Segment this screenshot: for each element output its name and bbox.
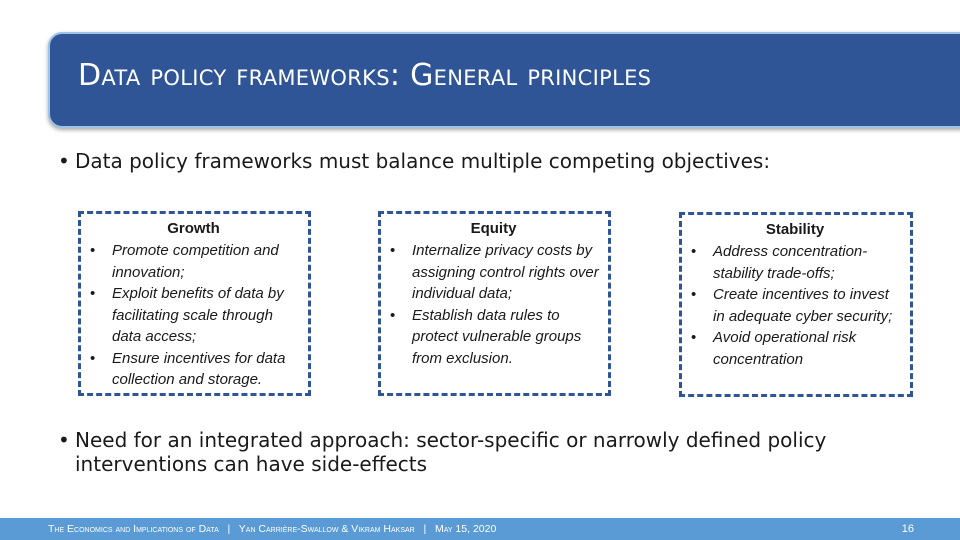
growth-box [78,211,311,396]
equity-list [387,240,600,369]
bullet-dot-icon: • [691,243,697,260]
bullet-dot-icon: • [58,428,70,452]
list-item: • Address concentration-stability trade-offs; [691,243,868,282]
bullet-dot-icon: • [58,149,70,173]
bullet-dot-icon: • [390,242,396,259]
footer-text: The Economics and Implications of Data | Yan Carrière-Swallow & Vikram Haksar | May 15, 2020 [48,523,497,535]
slide-title-banner [48,32,960,128]
stability-list [688,241,902,370]
bullet-dot-icon: • [691,286,697,303]
list-item: • Create incentives to invest in adequate cyber security; [691,286,893,325]
list-item: • Establish data rules to protect vulnerable groups from exclusion. [390,306,582,367]
bullet-dot-icon: • [90,242,96,259]
bullet-dot-icon: • [390,306,396,324]
list-item: • Promote competition and innovation; [90,242,279,281]
stability-heading: Stability [765,221,825,238]
list-item: • Exploit benefits of data by facilitating scale through data access; [90,285,284,345]
list-item: • Avoid operational risk concentration [691,329,857,368]
bullet-dot-icon: • [90,285,96,302]
main-bullet-text: Need for an integrated approach: sector-specific or narrowly defined policy interventions can have side-effects [75,428,827,476]
bullet-dot-icon: • [691,329,697,346]
slide-title: Data policy frameworks: General principles [78,58,652,93]
main-bullet-integrated-approach [58,428,838,476]
bullet-dot-icon: • [90,349,96,367]
stability-box [679,212,913,397]
equity-box [378,211,611,396]
growth-heading: Growth [167,220,220,237]
main-bullet-objectives [58,149,938,173]
equity-heading: Equity [470,220,517,237]
list-item: • Ensure incentives for data collection and storage. [90,349,286,388]
list-item: • Internalize privacy costs by assigning control rights over individual data; [390,242,599,302]
page-number: 16 [901,523,914,535]
main-bullet-text: Data policy frameworks must balance multiple competing objectives: [75,149,771,173]
growth-list [87,240,300,391]
slide-footer [0,518,960,540]
